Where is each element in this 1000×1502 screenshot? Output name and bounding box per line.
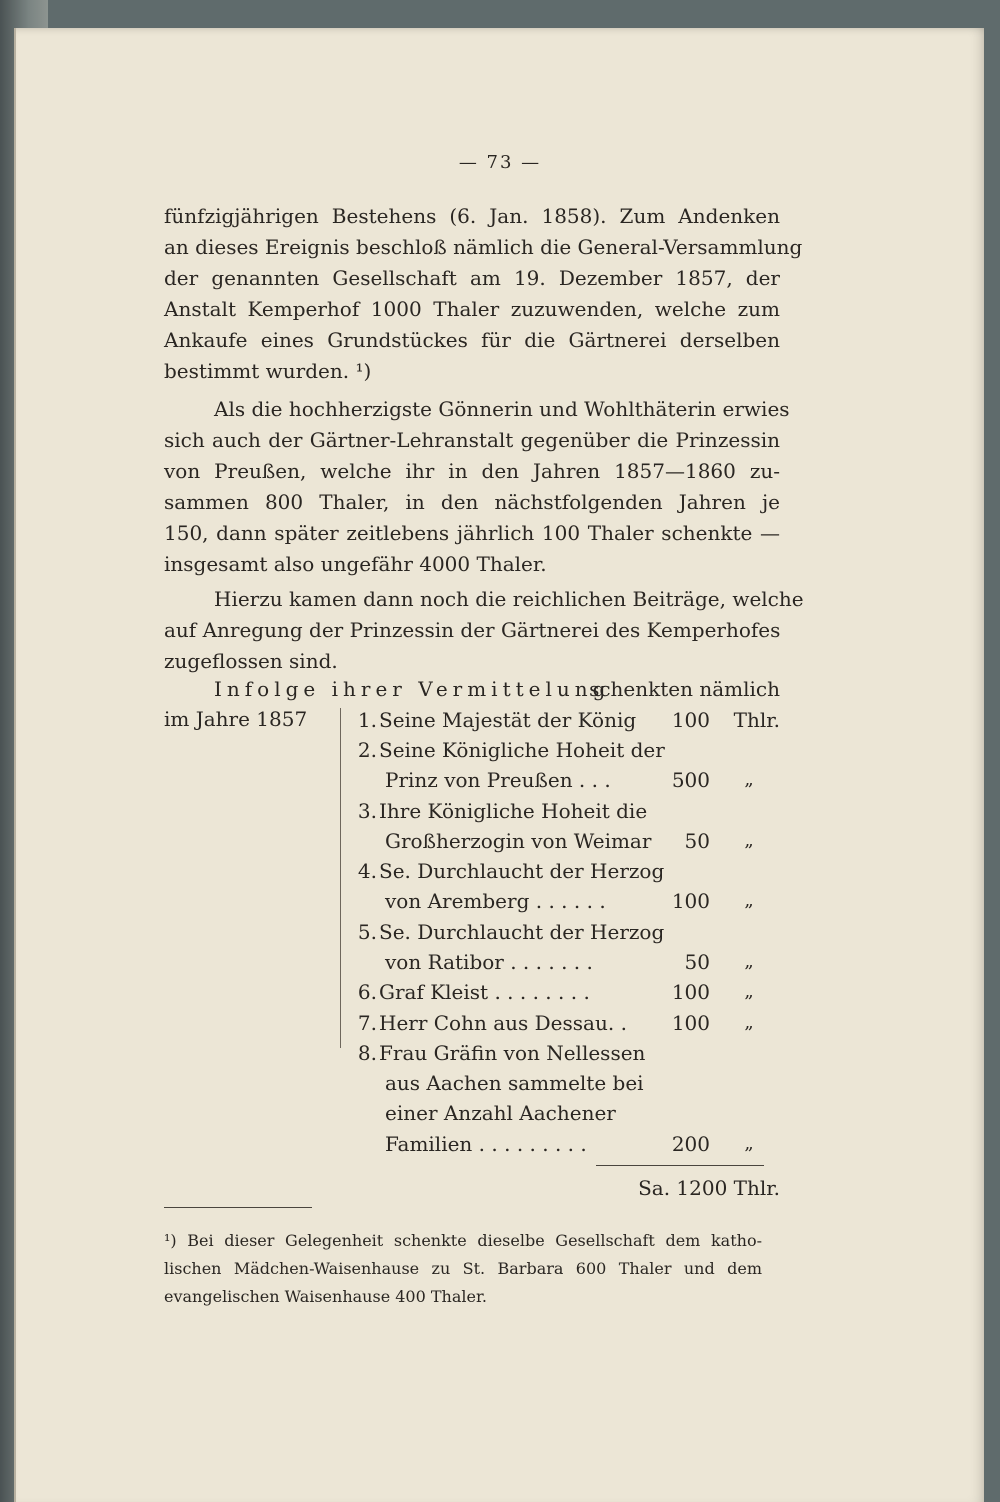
body-line: 150, dann später zeitlebens jährlich 100 Thaler schenkte — bbox=[164, 521, 780, 545]
year-label: im Jahre 1857 bbox=[164, 707, 308, 731]
footnote-line: ¹) Bei dieser Gelegenheit schenkte dieselbe Gesellschaft dem katho- bbox=[164, 1231, 762, 1250]
body-line: auf Anregung der Prinzessin der Gärtnerei des Kemperhofes bbox=[164, 618, 781, 642]
body-line: fünfzigjährigen Bestehens (6. Jan. 1858). Zum Andenken bbox=[164, 204, 780, 228]
donation-item-continued: von Ratibor . . . . . . . 50 „ bbox=[385, 950, 754, 974]
body-line: an dieses Ereignis beschloß nämlich die General-Versammlung bbox=[164, 235, 803, 259]
footnote-line: evangelischen Waisenhause 400 Thaler. bbox=[164, 1287, 487, 1306]
donation-item-continued: Prinz von Preußen . . . 500 „ bbox=[385, 768, 754, 792]
list-bracket bbox=[340, 708, 341, 1048]
body-line: insgesamt also ungefähr 4000 Thaler. bbox=[164, 552, 547, 576]
body-line: sammen 800 Thaler, in den nächstfolgenden Jahren je bbox=[164, 490, 780, 514]
donation-item: 8. Frau Gräfin von Nellessen bbox=[357, 1041, 646, 1065]
donation-item: 2. Seine Königliche Hoheit der bbox=[357, 738, 665, 762]
intro-spaced-text: Infolge ihrer Vermittelung bbox=[214, 677, 611, 701]
sum-rule bbox=[596, 1165, 764, 1166]
donation-item: 7. Herr Cohn aus Dessau. . 100 „ bbox=[357, 1011, 754, 1035]
intro-rest-text: schenkten nämlich bbox=[589, 677, 780, 701]
body-line: Hierzu kamen dann noch die reichlichen Beiträge, welche bbox=[214, 587, 804, 611]
footnote-line: lischen Mädchen-Waisenhause zu St. Barbara 600 Thaler und dem bbox=[164, 1259, 762, 1278]
sum-total: Sa. 1200 Thlr. bbox=[638, 1176, 780, 1200]
donation-item-continued: Familien . . . . . . . . . 200 „ bbox=[385, 1132, 754, 1156]
donation-item: 5. Se. Durchlaucht der Herzog bbox=[357, 920, 665, 944]
donation-item-continued: Großherzogin von Weimar 50 „ bbox=[385, 829, 754, 853]
footnote-rule bbox=[164, 1207, 312, 1208]
body-line: der genannten Gesellschaft am 19. Dezember 1857, der bbox=[164, 266, 780, 290]
body-line: zugeflossen sind. bbox=[164, 649, 338, 673]
page-number: — 73 — bbox=[458, 152, 542, 173]
body-line: Als die hochherzigste Gönnerin und Wohlthäterin erwies bbox=[214, 397, 790, 421]
donation-item-continued: aus Aachen sammelte bei bbox=[385, 1071, 644, 1095]
intro-line bbox=[214, 673, 780, 705]
donation-item: 1. Seine Majestät der König 100 Thlr. bbox=[357, 708, 780, 732]
donation-item-continued: einer Anzahl Aachener bbox=[385, 1101, 616, 1125]
donation-item: 3. Ihre Königliche Hoheit die bbox=[357, 799, 648, 823]
body-line: bestimmt wurden. ¹) bbox=[164, 359, 372, 383]
donation-item-continued: von Aremberg . . . . . . 100 „ bbox=[385, 889, 754, 913]
body-line: Ankaufe eines Grundstückes für die Gärtnerei derselben bbox=[164, 328, 780, 352]
body-line: sich auch der Gärtner-Lehranstalt gegenüber die Prinzessin bbox=[164, 428, 780, 452]
donation-item: 6. Graf Kleist . . . . . . . . 100 „ bbox=[357, 980, 754, 1004]
donation-item: 4. Se. Durchlaucht der Herzog bbox=[357, 859, 665, 883]
body-line: Anstalt Kemperhof 1000 Thaler zuzuwenden, welche zum bbox=[164, 297, 780, 321]
body-line: von Preußen, welche ihr in den Jahren 1857—1860 zu- bbox=[164, 459, 780, 483]
